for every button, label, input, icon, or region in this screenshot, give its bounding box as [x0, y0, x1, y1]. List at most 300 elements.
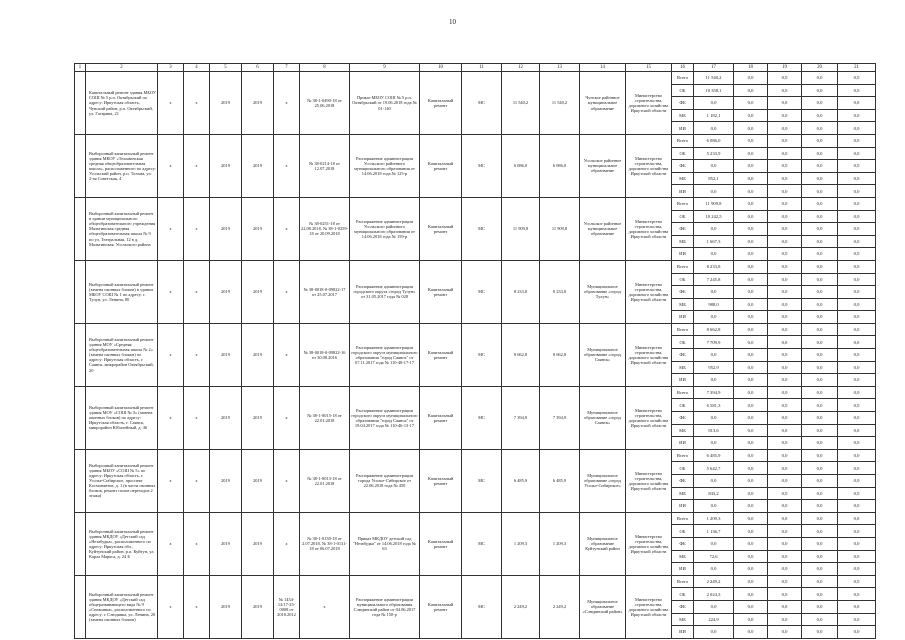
- object-c14-cell: Усольское районное муниципальное образование: [580, 134, 626, 197]
- funding-source-cell: Всего: [672, 197, 694, 210]
- funding-value-cell: 0,0: [734, 72, 768, 85]
- funding-value-cell: 0,0: [838, 311, 876, 324]
- funding-value-cell: 0,0: [734, 273, 768, 286]
- funding-value-cell: 0,0: [768, 399, 802, 412]
- funding-value-cell: 0,0: [838, 84, 876, 97]
- object-c15-cell: Министерство строительства, дорожного хозяйства Иркутской области: [626, 512, 672, 575]
- funding-value-cell: 10 242,5: [694, 210, 734, 223]
- object-c4-cell: х: [184, 512, 210, 575]
- funding-value-cell: 988,0: [694, 298, 734, 311]
- table-row: [75, 575, 876, 588]
- object-c11-cell: МС: [462, 134, 502, 197]
- funding-source-cell: ИИ: [672, 563, 694, 576]
- funding-source-cell: ИИ: [672, 185, 694, 198]
- funding-source-cell: ИИ: [672, 500, 694, 513]
- object-c10-cell: Капитальный ремонт: [420, 72, 462, 135]
- funding-value-cell: 0,0: [838, 588, 876, 601]
- funding-source-cell: ОБ: [672, 84, 694, 97]
- funding-value-cell: 0,0: [802, 223, 838, 236]
- object-c13-cell: 6 485,9: [540, 449, 580, 512]
- funding-value-cell: 0,0: [768, 197, 802, 210]
- funding-value-cell: 6 485,9: [694, 449, 734, 462]
- header-cell: 12: [502, 64, 540, 72]
- row-number-cell: [75, 449, 86, 512]
- funding-value-cell: 0,0: [838, 449, 876, 462]
- funding-value-cell: 0,0: [734, 311, 768, 324]
- object-c13-cell: 11 540,2: [540, 72, 580, 135]
- funding-source-cell: ОБ: [672, 462, 694, 475]
- funding-value-cell: 0,0: [768, 361, 802, 374]
- table-row: [75, 512, 876, 525]
- funding-value-cell: 0,0: [802, 298, 838, 311]
- funding-value-cell: 0,0: [768, 160, 802, 173]
- funding-value-cell: 0,0: [734, 109, 768, 122]
- funding-value-cell: 0,0: [734, 185, 768, 198]
- object-c9-cell: Распоряжение администрации городского округа «город Тулун» от 31.05.2017 года № 028: [350, 260, 420, 323]
- object-c6-cell: 2019: [242, 512, 274, 575]
- funding-value-cell: 0,0: [694, 286, 734, 299]
- funding-value-cell: 0,0: [768, 185, 802, 198]
- funding-value-cell: 0,0: [802, 374, 838, 387]
- funding-value-cell: 0,0: [768, 575, 802, 588]
- object-c14-cell: Муниципальное образование «Слюдянский район»: [580, 575, 626, 638]
- object-c10-cell: Капитальный ремонт: [420, 575, 462, 638]
- funding-value-cell: 0,0: [768, 97, 802, 110]
- object-c15-cell: Министерство строительства, дорожного хозяйства Иркутской области: [626, 197, 672, 260]
- funding-value-cell: 0,0: [694, 185, 734, 198]
- funding-value-cell: 0,0: [838, 563, 876, 576]
- funding-source-cell: ФБ: [672, 286, 694, 299]
- funding-source-cell: МБ: [672, 424, 694, 437]
- header-cell: 4: [184, 64, 210, 72]
- object-c7-cell: х: [274, 449, 300, 512]
- funding-value-cell: 0,0: [838, 323, 876, 336]
- funding-source-cell: Всего: [672, 260, 694, 273]
- funding-value-cell: 10 358,1: [694, 84, 734, 97]
- funding-value-cell: 0,0: [694, 626, 734, 639]
- object-c9-cell: Распоряжение администрации городского округа муниципального образования "город Саянск" от 07.11.2017 года № 110-48-17-17: [350, 323, 420, 386]
- funding-value-cell: 0,0: [734, 525, 768, 538]
- funding-value-cell: 0,0: [802, 97, 838, 110]
- funding-value-cell: 6 086,0: [694, 134, 734, 147]
- object-c4-cell: х: [184, 72, 210, 135]
- object-c6-cell: 2019: [242, 323, 274, 386]
- funding-value-cell: 0,0: [768, 487, 802, 500]
- funding-value-cell: 7 245,8: [694, 273, 734, 286]
- funding-value-cell: 0,0: [802, 487, 838, 500]
- object-c7-cell: х: [274, 260, 300, 323]
- object-c15-cell: Министерство строительства, дорожного хозяйства Иркутской области: [626, 449, 672, 512]
- funding-value-cell: 0,0: [768, 72, 802, 85]
- funding-source-cell: ФБ: [672, 600, 694, 613]
- funding-value-cell: 0,0: [734, 399, 768, 412]
- funding-value-cell: 0,0: [768, 147, 802, 160]
- funding-value-cell: 0,0: [768, 550, 802, 563]
- funding-value-cell: 8 233,8: [694, 260, 734, 273]
- object-c12-cell: 6 485,9: [502, 449, 540, 512]
- funding-value-cell: 0,0: [838, 197, 876, 210]
- object-name-cell: Выборочный капитальный ремонт здания МБОУ «СОШ № 5» по адресу: Иркутская область, г. Усолье-Сибирское, проспект Космонавтов, д. 1 (в части оконных блоков, ремонт полов переходов 2 этажа): [86, 449, 158, 512]
- funding-value-cell: 0,0: [768, 437, 802, 450]
- funding-value-cell: 0,0: [734, 412, 768, 425]
- funding-value-cell: 0,0: [768, 286, 802, 299]
- funding-source-cell: ОБ: [672, 399, 694, 412]
- row-number-cell: [75, 512, 86, 575]
- funding-value-cell: 0,0: [802, 386, 838, 399]
- funding-value-cell: 0,0: [802, 84, 838, 97]
- funding-value-cell: 0,0: [802, 235, 838, 248]
- object-c15-cell: Министерство строительства, дорожного хозяйства Иркутской области: [626, 134, 672, 197]
- header-cell: 1: [75, 64, 86, 72]
- object-c8-cell: № 38-1-0130-18 от 2.07.2018, № 38-1-0131-18 от 06.07.2018: [300, 512, 350, 575]
- funding-value-cell: 0,0: [802, 613, 838, 626]
- funding-value-cell: 0,0: [734, 386, 768, 399]
- funding-value-cell: 0,0: [768, 210, 802, 223]
- object-c13-cell: 6 086,0: [540, 134, 580, 197]
- header-cell: 2: [86, 64, 158, 72]
- funding-value-cell: 0,0: [838, 437, 876, 450]
- funding-source-cell: ФБ: [672, 160, 694, 173]
- header-cell: 15: [626, 64, 672, 72]
- object-c3-cell: х: [158, 449, 184, 512]
- object-c7-cell: х: [274, 512, 300, 575]
- funding-value-cell: 0,0: [838, 185, 876, 198]
- funding-value-cell: 813,6: [694, 424, 734, 437]
- funding-source-cell: МБ: [672, 613, 694, 626]
- funding-value-cell: 0,0: [694, 122, 734, 135]
- funding-value-cell: 0,0: [838, 600, 876, 613]
- object-c6-cell: 2019: [242, 260, 274, 323]
- table-row: [75, 72, 876, 85]
- header-cell: 3: [158, 64, 184, 72]
- funding-value-cell: 0,0: [694, 475, 734, 488]
- funding-value-cell: 0,0: [734, 449, 768, 462]
- funding-value-cell: 0,0: [838, 575, 876, 588]
- funding-value-cell: 2 024,3: [694, 588, 734, 601]
- object-c7-cell: х: [274, 134, 300, 197]
- object-c6-cell: 2019: [242, 134, 274, 197]
- funding-value-cell: 0,0: [734, 223, 768, 236]
- funding-source-cell: ОБ: [672, 588, 694, 601]
- funding-value-cell: 0,0: [768, 134, 802, 147]
- funding-value-cell: 0,0: [768, 512, 802, 525]
- funding-value-cell: 0,0: [694, 311, 734, 324]
- funding-value-cell: 0,0: [768, 260, 802, 273]
- funding-value-cell: 0,0: [768, 248, 802, 261]
- funding-value-cell: 7 394,9: [694, 386, 734, 399]
- funding-value-cell: 0,0: [734, 462, 768, 475]
- funding-value-cell: 0,0: [802, 260, 838, 273]
- header-cell: 10: [420, 64, 462, 72]
- funding-value-cell: 0,0: [734, 361, 768, 374]
- funding-value-cell: 0,0: [802, 424, 838, 437]
- object-c10-cell: Капитальный ремонт: [420, 512, 462, 575]
- object-c7-cell: х: [274, 323, 300, 386]
- funding-source-cell: ОБ: [672, 273, 694, 286]
- object-c15-cell: Министерство строительства, дорожного хозяйства Иркутской области: [626, 575, 672, 638]
- funding-value-cell: 0,0: [734, 235, 768, 248]
- funding-value-cell: 843,2: [694, 487, 734, 500]
- funding-value-cell: 0,0: [802, 210, 838, 223]
- object-c12-cell: 7 394,9: [502, 386, 540, 449]
- funding-value-cell: 0,0: [734, 487, 768, 500]
- funding-value-cell: 0,0: [734, 160, 768, 173]
- funding-value-cell: 0,0: [768, 525, 802, 538]
- funding-value-cell: 0,0: [694, 223, 734, 236]
- object-c12-cell: 11 909,8: [502, 197, 540, 260]
- object-name-cell: Выборочный капитальный ремонт (замена оконных блоков) в здании МБОУ СОШ № 1 по адресу: г. Тулун, ул. Ленина, 80: [86, 260, 158, 323]
- funding-value-cell: 0,0: [694, 97, 734, 110]
- table-row: [75, 386, 876, 399]
- header-cell: 5: [210, 64, 242, 72]
- funding-value-cell: 0,0: [694, 248, 734, 261]
- object-c8-cell: № 38-0018-0-09822-16 от 30.08.2016: [300, 323, 350, 386]
- funding-value-cell: 0,0: [768, 600, 802, 613]
- funding-value-cell: 0,0: [734, 512, 768, 525]
- table-row: [75, 197, 876, 210]
- funding-value-cell: 0,0: [802, 122, 838, 135]
- funding-value-cell: 0,0: [734, 550, 768, 563]
- funding-value-cell: 0,0: [694, 600, 734, 613]
- funding-value-cell: 0,0: [734, 600, 768, 613]
- funding-value-cell: 1 182,1: [694, 109, 734, 122]
- header-cell: 9: [350, 64, 420, 72]
- object-c13-cell: 8 233,8: [540, 260, 580, 323]
- row-number-cell: [75, 323, 86, 386]
- object-c4-cell: х: [184, 197, 210, 260]
- funding-value-cell: 0,0: [838, 260, 876, 273]
- object-c4-cell: х: [184, 134, 210, 197]
- funding-value-cell: 0,0: [734, 537, 768, 550]
- funding-value-cell: 0,0: [768, 500, 802, 513]
- funding-value-cell: 0,0: [838, 109, 876, 122]
- object-c13-cell: 8 662,8: [540, 323, 580, 386]
- funding-value-cell: 5 233,9: [694, 147, 734, 160]
- funding-source-cell: ОБ: [672, 336, 694, 349]
- funding-value-cell: 0,0: [802, 412, 838, 425]
- object-c7-cell: х: [274, 72, 300, 135]
- object-c12-cell: 1 209,3: [502, 512, 540, 575]
- funding-value-cell: 0,0: [768, 349, 802, 362]
- funding-value-cell: 0,0: [838, 525, 876, 538]
- funding-source-cell: Всего: [672, 575, 694, 588]
- funding-value-cell: 0,0: [838, 550, 876, 563]
- object-c6-cell: 2019: [242, 575, 274, 638]
- object-name-cell: Выборочный капитальный ремонт в здании муниципального общеобразовательного учреждения Мальтинская средняя общеобразовательная школа № 9 по ул. Театральная, 12 в д. Мальтинская, Усольского района: [86, 197, 158, 260]
- funding-source-cell: Всего: [672, 134, 694, 147]
- funding-value-cell: 0,0: [768, 475, 802, 488]
- funding-value-cell: 0,0: [802, 537, 838, 550]
- funding-source-cell: ФБ: [672, 349, 694, 362]
- table-row: [75, 134, 876, 147]
- funding-value-cell: 8 662,8: [694, 323, 734, 336]
- object-c15-cell: Министерство строительства, дорожного хозяйства Иркутской области: [626, 386, 672, 449]
- funding-value-cell: 0,0: [838, 374, 876, 387]
- object-c6-cell: 2019: [242, 386, 274, 449]
- funding-source-cell: Всего: [672, 512, 694, 525]
- funding-value-cell: 0,0: [802, 550, 838, 563]
- object-c14-cell: Муниципальное образование Куйтунский район: [580, 512, 626, 575]
- funding-value-cell: 0,0: [838, 172, 876, 185]
- object-c11-cell: МС: [462, 197, 502, 260]
- object-name-cell: Выборочный капитальный ремонт здания МОУ «СОШ № 3» (замена оконных блоков) по адресу: Иркутская область, г. Саянск, микрорайон Юбилейный, д. 46: [86, 386, 158, 449]
- funding-source-cell: МБ: [672, 550, 694, 563]
- funding-value-cell: 0,0: [802, 323, 838, 336]
- funding-source-cell: ИИ: [672, 311, 694, 324]
- funding-value-cell: 0,0: [802, 500, 838, 513]
- funding-value-cell: 0,0: [768, 374, 802, 387]
- funding-value-cell: 0,0: [734, 575, 768, 588]
- funding-value-cell: 0,0: [734, 336, 768, 349]
- funding-value-cell: 0,0: [838, 349, 876, 362]
- funding-source-cell: Всего: [672, 449, 694, 462]
- object-c6-cell: 2019: [242, 197, 274, 260]
- object-c12-cell: 8 662,8: [502, 323, 540, 386]
- funding-value-cell: 0,0: [694, 412, 734, 425]
- funding-value-cell: 11 540,2: [694, 72, 734, 85]
- funding-value-cell: 0,0: [802, 563, 838, 576]
- header-cell: 17: [694, 64, 734, 72]
- object-c10-cell: Капитальный ремонт: [420, 323, 462, 386]
- object-c9-cell: Распоряжение администрации города Усолье-Сибирское от 22.06.2018 года № 450: [350, 449, 420, 512]
- funding-source-cell: ФБ: [672, 412, 694, 425]
- object-c8-cell: № 38-1-0013-18 от 22.01.2018: [300, 449, 350, 512]
- funding-value-cell: 0,0: [768, 424, 802, 437]
- table-row: [75, 323, 876, 336]
- header-cell: 19: [768, 64, 802, 72]
- object-c14-cell: Муниципальное образование «город Саянск»: [580, 386, 626, 449]
- funding-value-cell: 0,0: [802, 525, 838, 538]
- funding-value-cell: 0,0: [802, 349, 838, 362]
- object-c12-cell: 2 249,2: [502, 575, 540, 638]
- table-row: [75, 449, 876, 462]
- funding-source-cell: ИИ: [672, 248, 694, 261]
- object-c8-cell: № 38-0018-0-09822-17 от 25.07.2017: [300, 260, 350, 323]
- funding-value-cell: 0,0: [838, 361, 876, 374]
- header-cell: 13: [540, 64, 580, 72]
- funding-value-cell: 0,0: [734, 475, 768, 488]
- funding-value-cell: 0,0: [768, 626, 802, 639]
- funding-value-cell: 0,0: [768, 311, 802, 324]
- funding-value-cell: 0,0: [838, 286, 876, 299]
- funding-value-cell: 0,0: [734, 349, 768, 362]
- funding-source-cell: МБ: [672, 235, 694, 248]
- object-c15-cell: Министерство строительства, дорожного хозяйства Иркутской области: [626, 323, 672, 386]
- funding-source-cell: Всего: [672, 323, 694, 336]
- funding-value-cell: 0,0: [768, 449, 802, 462]
- row-number-cell: [75, 575, 86, 638]
- object-c7-cell: х: [274, 197, 300, 260]
- funding-value-cell: 0,0: [802, 449, 838, 462]
- funding-value-cell: 0,0: [768, 462, 802, 475]
- funding-value-cell: 0,0: [838, 626, 876, 639]
- object-c8-cell: № 38-0251-18 от 22.08.2018, № 38-1-0259-18 от 20.09.2018: [300, 197, 350, 260]
- object-c11-cell: МС: [462, 260, 502, 323]
- funding-value-cell: 5 642,7: [694, 462, 734, 475]
- funding-source-cell: ИИ: [672, 122, 694, 135]
- funding-value-cell: 0,0: [838, 487, 876, 500]
- funding-value-cell: 0,0: [734, 500, 768, 513]
- funding-value-cell: 0,0: [802, 437, 838, 450]
- funding-value-cell: 0,0: [694, 563, 734, 576]
- header-cell: 21: [838, 64, 876, 72]
- funding-value-cell: 0,0: [694, 160, 734, 173]
- funding-value-cell: 0,0: [768, 109, 802, 122]
- object-c14-cell: Чунское районное муниципальное образование: [580, 72, 626, 135]
- object-c8-cell: № 38-1-0490-18 от 25.06.2018: [300, 72, 350, 135]
- page-number: 10: [449, 18, 456, 26]
- object-c14-cell: Муниципальное образование «город Саянск»: [580, 323, 626, 386]
- funding-value-cell: 0,0: [802, 600, 838, 613]
- funding-value-cell: 0,0: [838, 512, 876, 525]
- object-c6-cell: 2019: [242, 72, 274, 135]
- header-cell: 16: [672, 64, 694, 72]
- funding-value-cell: 0,0: [838, 399, 876, 412]
- funding-value-cell: 0,0: [768, 323, 802, 336]
- object-c11-cell: МС: [462, 512, 502, 575]
- header-cell: 14: [580, 64, 626, 72]
- funding-value-cell: 0,0: [734, 97, 768, 110]
- row-number-cell: [75, 197, 86, 260]
- funding-value-cell: 0,0: [734, 298, 768, 311]
- object-c5-cell: 2019: [210, 575, 242, 638]
- object-c4-cell: х: [184, 386, 210, 449]
- object-c14-cell: Муниципальное образование «город Усолье-Сибирское»: [580, 449, 626, 512]
- funding-source-cell: МБ: [672, 361, 694, 374]
- funding-value-cell: 0,0: [802, 626, 838, 639]
- funding-source-cell: ИИ: [672, 437, 694, 450]
- object-c10-cell: Капитальный ремонт: [420, 386, 462, 449]
- object-c11-cell: МС: [462, 72, 502, 135]
- object-c3-cell: х: [158, 72, 184, 135]
- funding-value-cell: 0,0: [734, 626, 768, 639]
- object-c4-cell: х: [184, 575, 210, 638]
- funding-value-cell: 1 209,3: [694, 512, 734, 525]
- budget-table: [74, 63, 876, 639]
- object-c10-cell: Капитальный ремонт: [420, 260, 462, 323]
- object-c11-cell: МС: [462, 449, 502, 512]
- funding-value-cell: 0,0: [838, 462, 876, 475]
- funding-value-cell: 0,0: [838, 235, 876, 248]
- funding-value-cell: 0,0: [802, 475, 838, 488]
- funding-value-cell: 0,0: [838, 537, 876, 550]
- object-c5-cell: 2019: [210, 260, 242, 323]
- funding-value-cell: 0,0: [734, 134, 768, 147]
- funding-value-cell: 0,0: [802, 197, 838, 210]
- object-c15-cell: Министерство строительства, дорожного хозяйства Иркутской области: [626, 260, 672, 323]
- object-name-cell: Выборочный капитальный ремонт здания МКДОУ «Детский сад «Незабудка», расположенного по адресу: Иркутская обл., Куйтунский район, р.п. Куйтун, ул. Карла Маркса, д. 24 Б: [86, 512, 158, 575]
- object-name-cell: Выборочный капитальный ремонт здания МКДОУ «Детский сад общеразвивающего вида № 9 «Снежинка», расположенного по адресу: г. Слюдянка, ул. Ленина, 20 (замена оконных блоков): [86, 575, 158, 638]
- funding-value-cell: 0,0: [838, 475, 876, 488]
- funding-value-cell: 0,0: [838, 210, 876, 223]
- object-c3-cell: х: [158, 197, 184, 260]
- object-c3-cell: х: [158, 575, 184, 638]
- object-c9-cell: Приказ МБОУ СОШ № 5 р.п. Октябрьский от 19.06.2018 года № 01-140: [350, 72, 420, 135]
- funding-value-cell: 0,0: [802, 575, 838, 588]
- funding-value-cell: 0,0: [838, 273, 876, 286]
- funding-value-cell: 1 667,3: [694, 235, 734, 248]
- funding-value-cell: 0,0: [768, 412, 802, 425]
- funding-source-cell: ФБ: [672, 537, 694, 550]
- funding-value-cell: 0,0: [838, 147, 876, 160]
- object-c9-cell: Приказ МКДОУ детский сад "Незабудка" от 14.06.2018 года № 63: [350, 512, 420, 575]
- funding-value-cell: 0,0: [838, 248, 876, 261]
- funding-value-cell: 0,0: [734, 84, 768, 97]
- object-c7-cell: х: [274, 386, 300, 449]
- funding-value-cell: 0,0: [838, 500, 876, 513]
- funding-value-cell: 0,0: [694, 349, 734, 362]
- object-c5-cell: 2019: [210, 134, 242, 197]
